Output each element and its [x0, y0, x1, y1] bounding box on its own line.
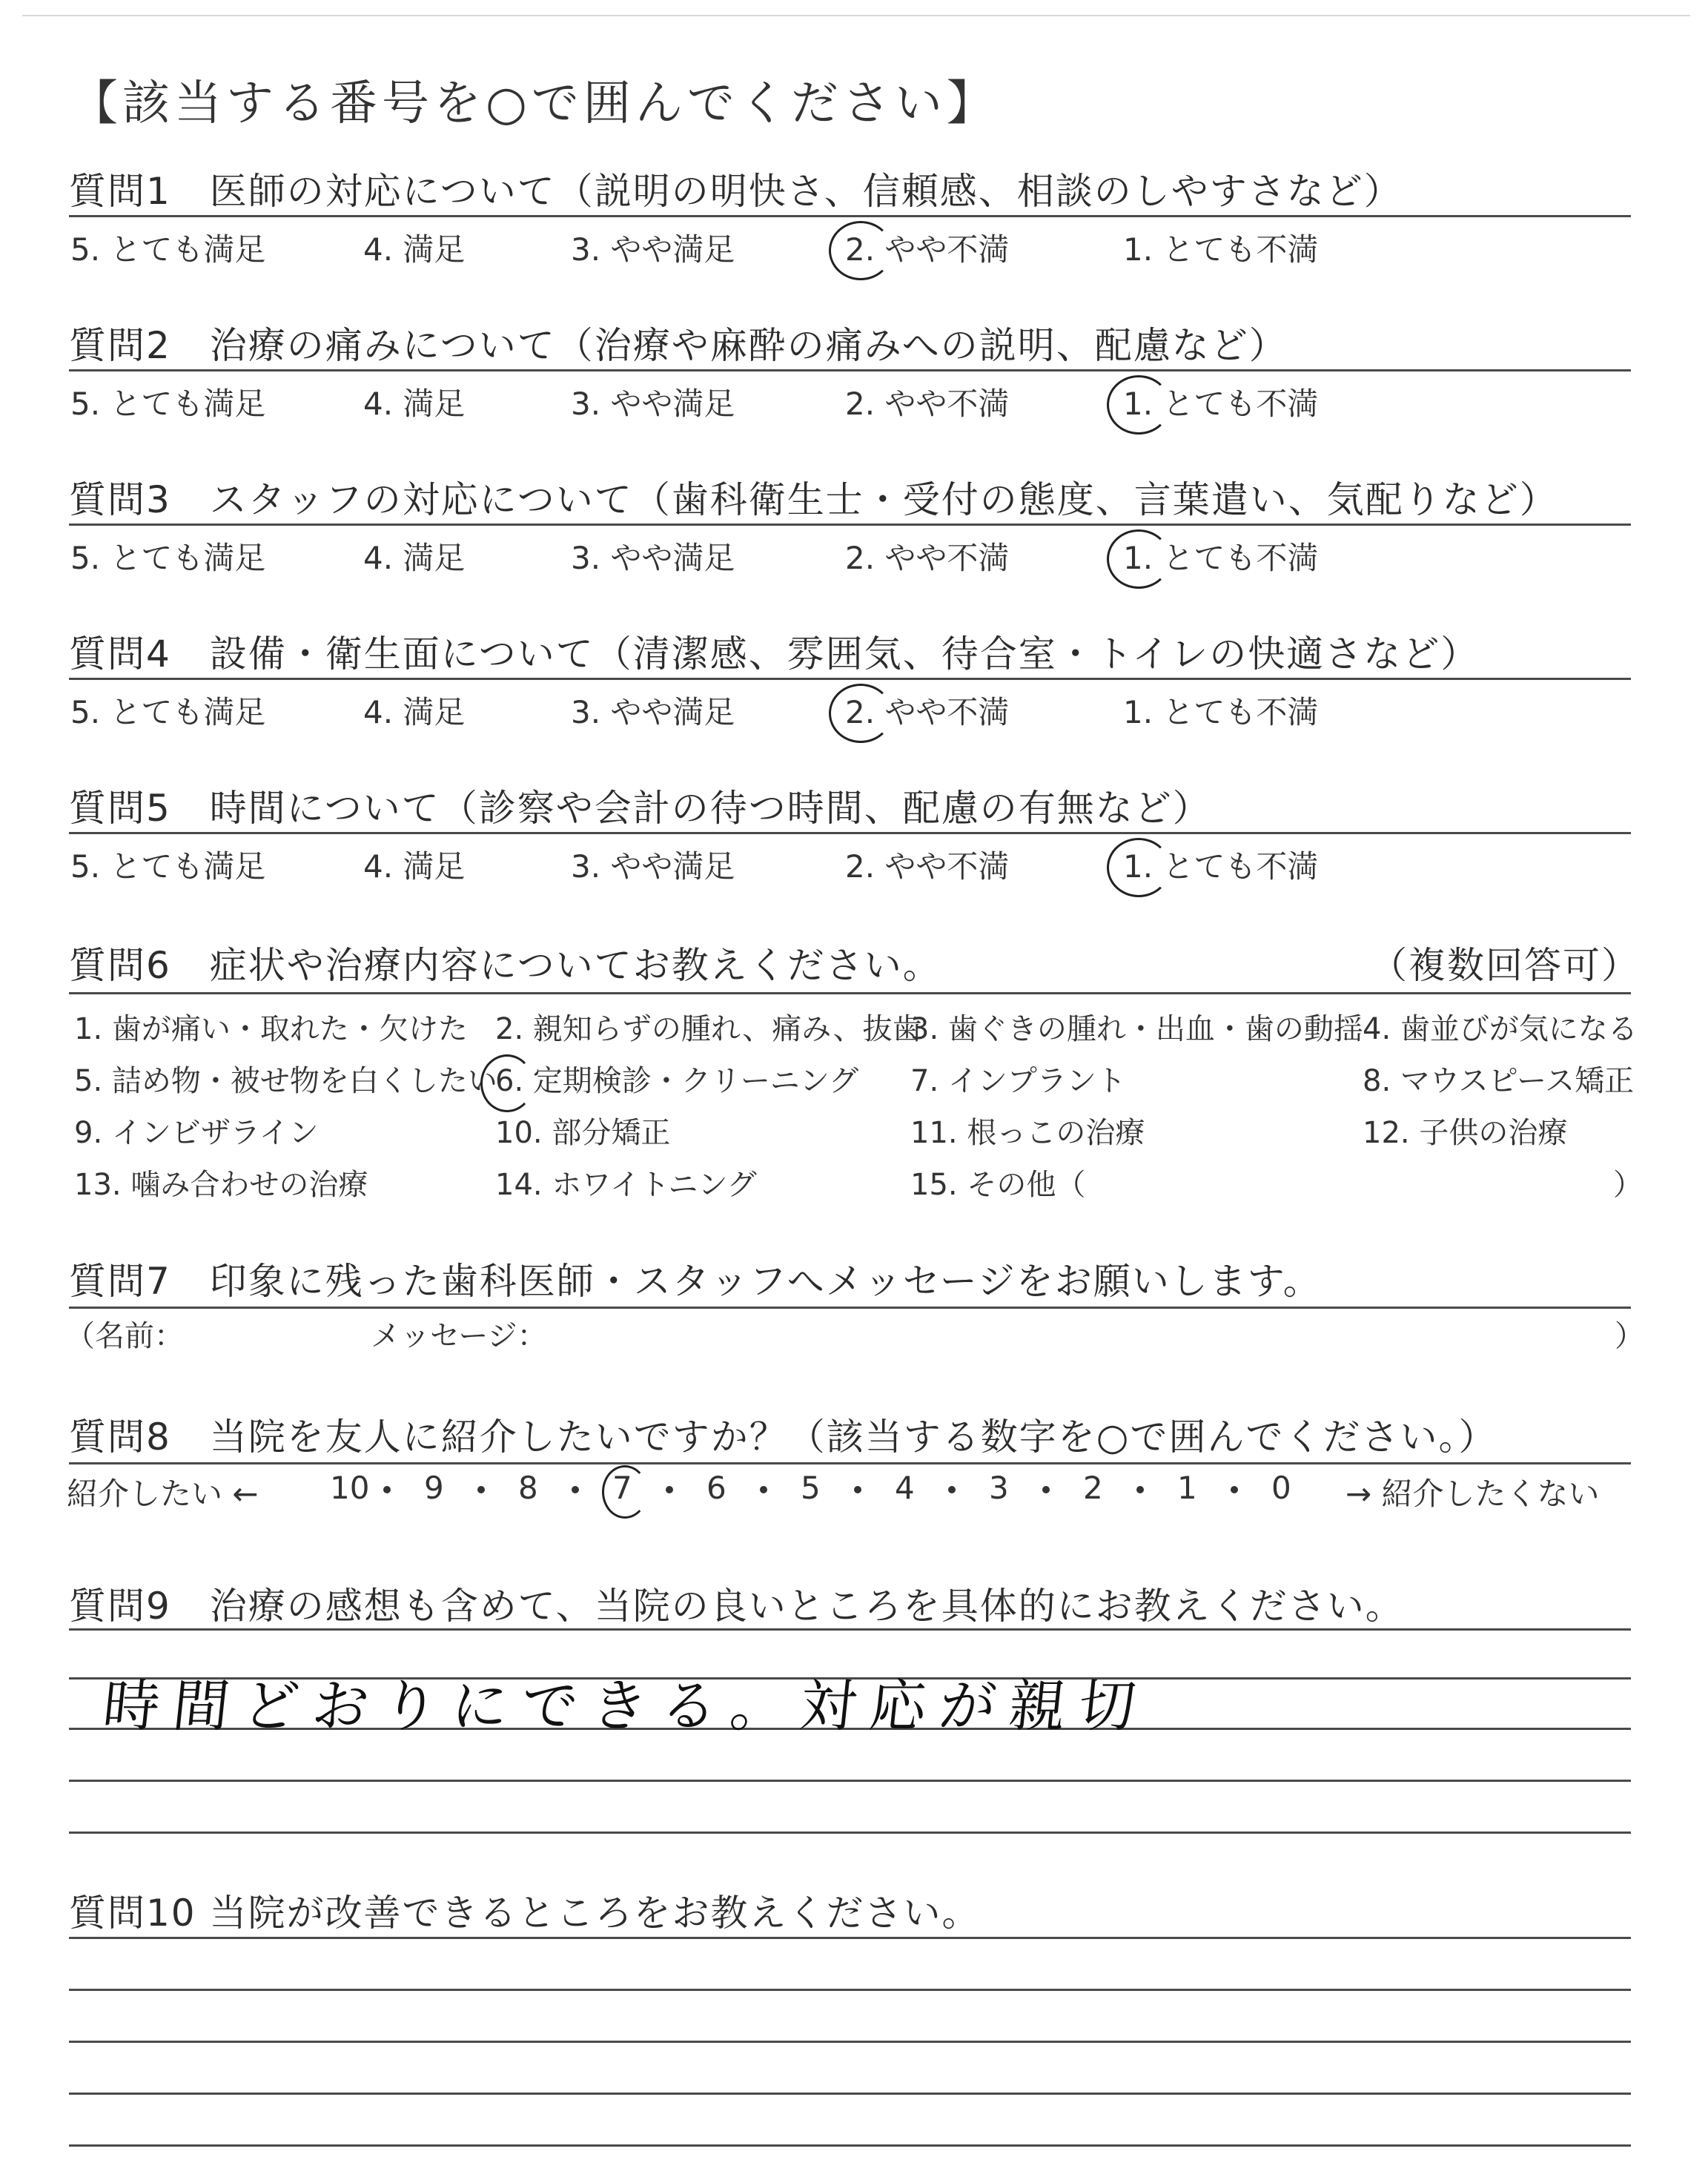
q10-rule-3	[69, 2041, 1631, 2043]
q10-rule-5	[69, 2144, 1631, 2147]
q3-option-3[interactable]: 3. やや満足	[571, 540, 735, 576]
q8-scale-0[interactable]: 0	[1271, 1470, 1291, 1506]
q4-option-3[interactable]: 3. やや満足	[571, 694, 735, 730]
q6-rule	[69, 992, 1631, 994]
q6-option-14[interactable]: 14. ホワイトニング	[495, 1168, 757, 1202]
q2-rule	[69, 369, 1631, 371]
q3-option-2[interactable]: 2. やや不満	[845, 540, 1010, 576]
q8-scale-3[interactable]: 3	[989, 1470, 1009, 1506]
q4-heading: 質問4 設備・衛生面について（清潔感、雰囲気、待合室・トイレの快適さなど）	[69, 633, 1480, 676]
q5-option-2[interactable]: 2. やや不満	[845, 848, 1010, 885]
q6-option-3[interactable]: 3. 歯ぐきの腫れ・出血・歯の動揺	[910, 1012, 1363, 1046]
q9-heading: 質問9 治療の感想も含めて、当院の良いところを具体的にお教えください。	[69, 1585, 1404, 1628]
q1-heading: 質問1 医師の対応について（説明の明快さ、信頼感、相談のしやすさなど）	[69, 170, 1403, 213]
q10-rule-4	[69, 2093, 1631, 2095]
q6-option-8[interactable]: 8. マウスピース矯正	[1363, 1064, 1635, 1098]
q6-other-close-paren: ）	[1613, 1168, 1643, 1202]
q1-option-3[interactable]: 3. やや満足	[571, 231, 735, 268]
q3-rule	[69, 524, 1631, 526]
form-title: 【該当する番号を○で囲んでください】	[70, 76, 999, 131]
q8-scale-9[interactable]: 9	[424, 1470, 444, 1506]
q8-scale-7[interactable]: 7	[612, 1470, 632, 1506]
q8-scale-separator-dot	[572, 1486, 579, 1493]
q8-scale-separator-dot	[760, 1486, 767, 1493]
q7-name-label: （名前：	[65, 1319, 184, 1353]
q2-option-1[interactable]: 1. とても不満	[1123, 386, 1319, 422]
q4-option-5[interactable]: 5. とても満足	[70, 694, 266, 730]
q7-rule	[69, 1307, 1631, 1309]
q5-option-1[interactable]: 1. とても不満	[1123, 848, 1319, 885]
q2-option-4[interactable]: 4. 満足	[363, 386, 466, 422]
q8-scale-6[interactable]: 6	[706, 1470, 726, 1506]
q8-scale-separator-dot	[383, 1486, 391, 1493]
q5-rule	[69, 832, 1631, 834]
q8-scale-separator-dot	[1136, 1486, 1144, 1493]
q7-heading: 質問7 印象に残った歯科医師・スタッフへメッセージをお願いします。	[69, 1260, 1322, 1303]
q4-option-2[interactable]: 2. やや不満	[845, 694, 1010, 730]
q2-option-3[interactable]: 3. やや満足	[571, 386, 735, 422]
q1-option-1[interactable]: 1. とても不満	[1123, 231, 1319, 268]
q7-close-paren: ）	[1615, 1319, 1644, 1353]
q6-option-15[interactable]: 15. その他（	[910, 1168, 1086, 1202]
q6-option-7[interactable]: 7. インプラント	[910, 1064, 1126, 1098]
q8-scale-separator-dot	[854, 1486, 861, 1493]
q8-scale-1[interactable]: 1	[1177, 1470, 1197, 1506]
q8-scale-separator-dot	[1231, 1486, 1238, 1493]
q6-option-10[interactable]: 10. 部分矯正	[495, 1116, 671, 1150]
q5-heading: 質問5 時間について（診察や会計の待つ時間、配慮の有無など）	[69, 787, 1211, 830]
q9-rule-4	[69, 1780, 1631, 1782]
q10-heading: 質問10 当院が改善できるところをお教えください。	[69, 1892, 981, 1935]
q1-option-2[interactable]: 2. やや不満	[845, 231, 1010, 268]
q6-option-1[interactable]: 1. 歯が痛い・取れた・欠けた	[74, 1012, 468, 1046]
q8-rule	[69, 1462, 1631, 1464]
q4-option-4[interactable]: 4. 満足	[363, 694, 466, 730]
q4-rule	[69, 678, 1631, 680]
q2-heading: 質問2 治療の痛みについて（治療や麻酔の痛みへの説明、配慮など）	[69, 324, 1288, 367]
q3-option-5[interactable]: 5. とても満足	[70, 540, 266, 576]
q8-scale-10[interactable]: 10	[330, 1470, 370, 1506]
q6-option-13[interactable]: 13. 噛み合わせの治療	[74, 1168, 368, 1202]
q8-scale-8[interactable]: 8	[518, 1470, 538, 1506]
q8-scale-2[interactable]: 2	[1083, 1470, 1103, 1506]
q4-option-1[interactable]: 1. とても不満	[1123, 694, 1319, 730]
q6-heading: 質問6 症状や治療内容についてお教えください。	[69, 944, 941, 987]
q6-option-2[interactable]: 2. 親知らずの腫れ、痛み、抜歯	[495, 1012, 922, 1046]
q5-option-4[interactable]: 4. 満足	[363, 848, 466, 885]
q8-scale-separator-dot	[666, 1486, 673, 1493]
q9-rule-1	[69, 1628, 1631, 1631]
scan-top-edge	[22, 15, 1690, 16]
q6-option-11[interactable]: 11. 根っこの治療	[910, 1116, 1145, 1150]
q6-option-6[interactable]: 6. 定期検診・クリーニング	[495, 1064, 859, 1098]
q2-option-2[interactable]: 2. やや不満	[845, 386, 1010, 422]
q5-option-5[interactable]: 5. とても満足	[70, 848, 266, 885]
q2-option-5[interactable]: 5. とても満足	[70, 386, 266, 422]
q8-right-label: → 紹介したくない	[1345, 1476, 1600, 1512]
q8-left-label: 紹介したい ←	[67, 1476, 259, 1512]
q8-scale-separator-dot	[948, 1486, 956, 1493]
q3-option-4[interactable]: 4. 満足	[363, 540, 466, 576]
q8-scale-separator-dot	[477, 1486, 485, 1493]
q8-heading: 質問8 当院を友人に紹介したいですか？（該当する数字を○で囲んでください。）	[69, 1416, 1497, 1459]
q1-rule	[69, 215, 1631, 217]
q10-rule-2	[69, 1989, 1631, 1991]
q7-message-label: メッセージ：	[371, 1319, 547, 1353]
q6-option-4[interactable]: 4. 歯並びが気になる	[1363, 1012, 1638, 1046]
q6-multiple-note: （複数回答可）	[1370, 944, 1640, 987]
q8-scale-separator-dot	[1042, 1486, 1050, 1493]
q3-option-1[interactable]: 1. とても不満	[1123, 540, 1319, 576]
q9-rule-5	[69, 1832, 1631, 1834]
q10-rule-1	[69, 1937, 1631, 1939]
q8-scale-5[interactable]: 5	[801, 1470, 821, 1506]
q1-option-5[interactable]: 5. とても満足	[70, 231, 266, 268]
q5-option-3[interactable]: 3. やや満足	[571, 848, 735, 885]
q6-option-12[interactable]: 12. 子供の治療	[1363, 1116, 1568, 1150]
q6-option-5[interactable]: 5. 詰め物・被せ物を白くしたい	[74, 1064, 497, 1098]
q8-scale-4[interactable]: 4	[895, 1470, 915, 1506]
q3-heading: 質問3 スタッフの対応について（歯科衛生士・受付の態度、言葉遣い、気配りなど）	[69, 478, 1558, 521]
q9-handwritten-answer: 時間どおりにできる。対応が親切	[99, 1673, 1153, 1739]
q6-option-9[interactable]: 9. インビザライン	[74, 1116, 319, 1150]
q1-option-4[interactable]: 4. 満足	[363, 231, 466, 268]
